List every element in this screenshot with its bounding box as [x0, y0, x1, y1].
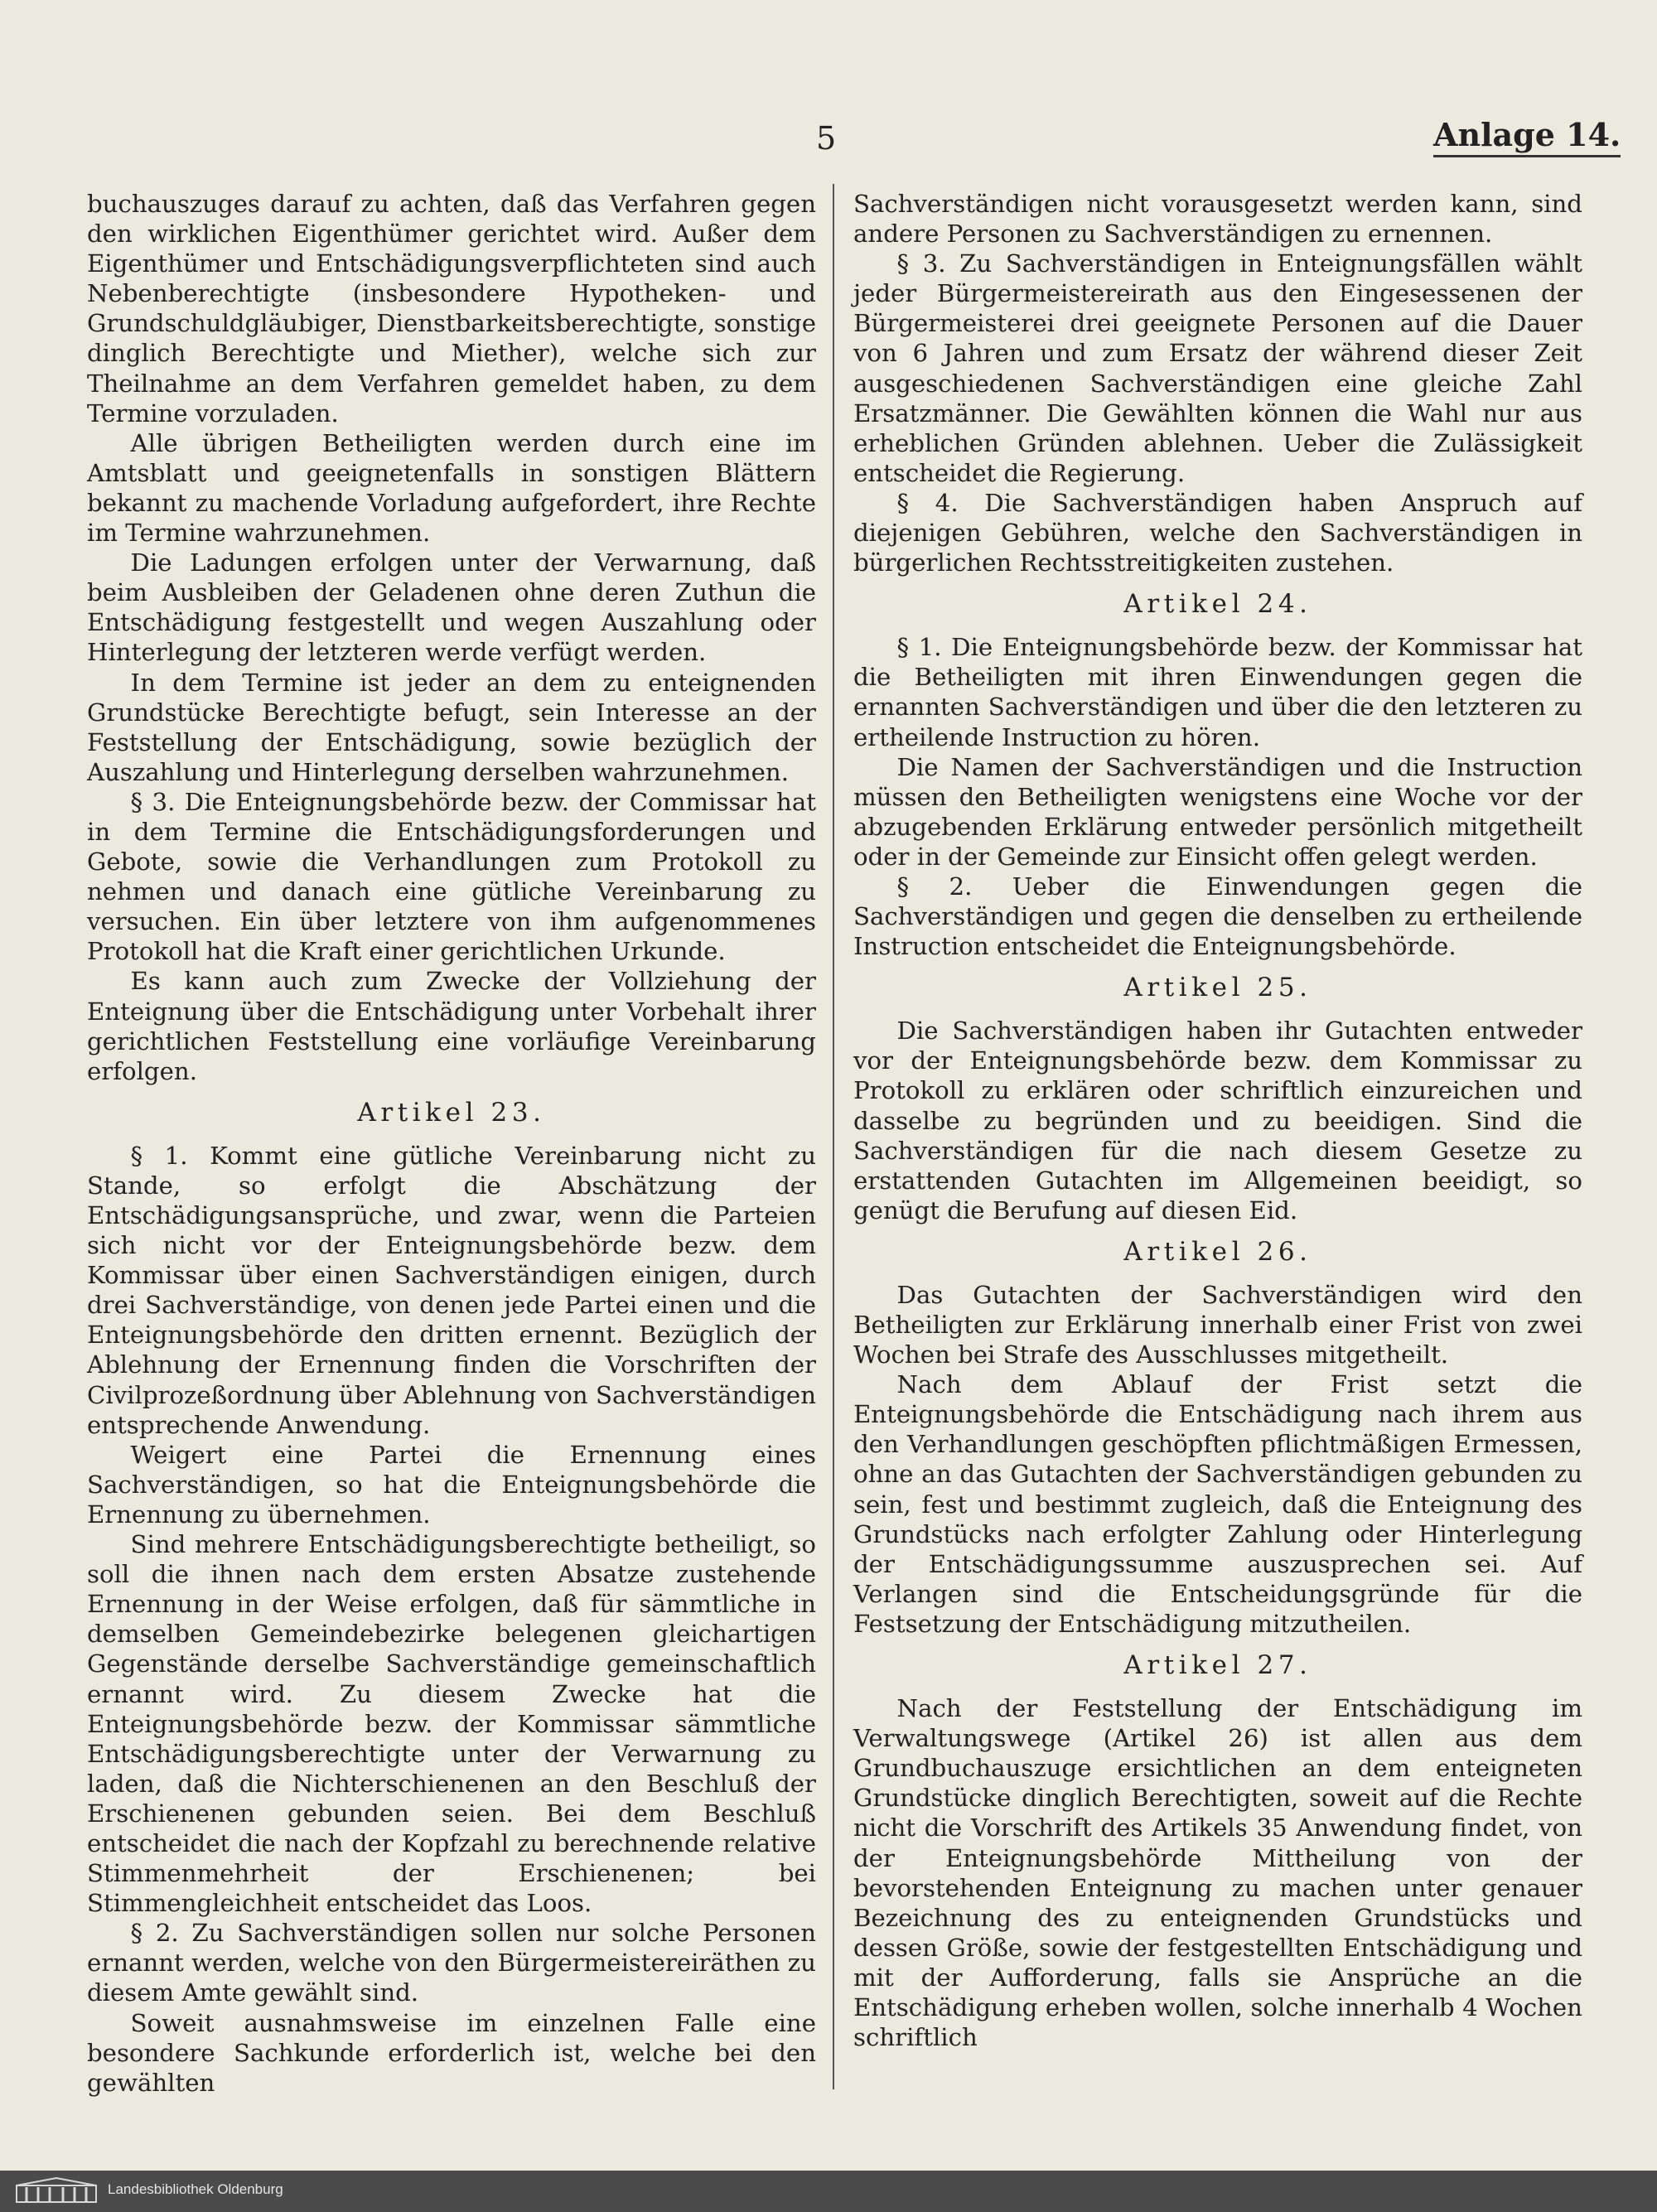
paragraph: Nach dem Ablauf der Frist setzt die Enteignungsbehörde die Entschädigung nach ihrem aus den Verhandlungen geschöpften pflichtmäßigen Ermessen, ohne an das Gutachten der Sachverständigen gebunden zu sein, fest und bestimmt zugleich, daß die Enteignung des Grundstücks nach erfolgter Zahlung oder Hinterlegung der Entschädigungssumme auszusprechen sei. Auf Verlangen sind die Entscheidungsgründe für die Festsetzung der Entschädigung mitzutheilen. [853, 1370, 1582, 1638]
article-heading: Artikel 25. [1123, 973, 1312, 1003]
right-column [853, 189, 1582, 2052]
library-building-icon [15, 2177, 98, 2204]
paragraph: Es kann auch zum Zwecke der Vollziehung der Enteignung über die Entschädigung unter Vorbehalt ihrer gerichtlichen Feststellung eine vorläufige Vereinbarung erfolgen. [87, 967, 816, 1085]
paragraph: § 2. Zu Sachverständigen sollen nur solche Personen ernannt werden, welche von den Bürgermeistereiräthen zu diesem Amte gewählt sind. [87, 1919, 816, 2007]
appendix-label: Anlage 14. [1433, 116, 1621, 157]
paragraph: buchauszuges darauf zu achten, daß das Verfahren gegen den wirklichen Eigenthümer gerichtet wird. Außer dem Eigenthümer und Entschädigungsverpflichteten sind auch Nebenberechtigte (insbesondere Hypotheken- und Grundschuldgläubiger, Dienstbarkeitsberechtigte, sonstige dinglich Berechtigte und Miether), welche sich zur Theilnahme an dem Verfahren gemeldet haben, zu dem Termine vorzuladen. [87, 190, 816, 427]
paragraph: Nach der Feststellung der Entschädigung im Verwaltungswege (Artikel 26) ist allen aus dem Grundbuchauszuge ersichtlichen an dem enteigneten Grundstücke dinglich Berechtigten, soweit auf die Rechte nicht die Vorschrift des Artikels 35 Anwendung findet, von der Enteignungsbehörde Mittheilung von der bevorstehenden Enteignung zu machen unter genauer Bezeichnung des zu enteignenden Grundstücks und dessen Größe, sowie der festgestellten Entschädigung und mit der Aufforderung, falls sie Ansprüche an die Entschädigung erheben wollen, solche innerhalb 4 Wochen schriftlich [853, 1694, 1582, 2052]
article-heading: Artikel 27. [1123, 1650, 1312, 1681]
paragraph: Das Gutachten der Sachverständigen wird den Betheiligten zur Erklärung innerhalb einer Frist von zwei Wochen bei Strafe des Ausschlusses mitgetheilt. [853, 1280, 1582, 1369]
paragraph: § 2. Ueber die Einwendungen gegen die Sachverständigen und gegen die denselben zu ertheilende Instruction entscheidet die Enteignungsbehörde. [853, 872, 1582, 961]
paragraph: § 1. Kommt eine gütliche Vereinbarung nicht zu Stande, so erfolgt die Abschätzung der Entschädigungsansprüche, und zwar, wenn die Parteien sich nicht vor der Enteignungsbehörde bezw. dem Kommissar über einen Sachverständigen einigen, durch drei Sachverständige, von denen jede Partei einen und die Enteignungsbehörde den dritten ernennt. Bezüglich der Ablehnung der Ernennung finden die Vorschriften der Civilprozeßordnung über Ablehnung von Sachverständigen entsprechende Anwendung. [87, 1141, 816, 1439]
paragraph: § 3. Zu Sachverständigen in Enteignungsfällen wählt jeder Bürgermeistereirath aus den Eingesessenen der Bürgermeisterei drei geeignete Personen auf die Dauer von 6 Jahren und zum Ersatz der während dieser Zeit ausgeschiedenen Sachverständigen eine gleiche Zahl Ersatzmänner. Die Gewählten können die Wahl nur aus erheblichen Gründen ablehnen. Ueber die Zulässigkeit entscheidet die Regierung. [853, 249, 1582, 487]
paragraph: Soweit ausnahmsweise im einzelnen Falle eine besondere Sachkunde erforderlich ist, welche bei den gewählten [87, 2008, 816, 2097]
paragraph: Sind mehrere Entschädigungsberechtigte betheiligt, so soll die ihnen nach dem ersten Absatze zustehende Ernennung in der Weise erfolgen, daß für sämmtliche in demselben Gemeindebezirke belegenen gleichartigen Gegenstände derselbe Sachverständige gemeinschaftlich ernannt wird. Zu diesem Zwecke hat die Enteignungsbehörde bezw. der Kommissar sämmtliche Entschädigungsberechtigte unter der Verwarnung zu laden, daß die Nichterschienenen an den Beschluß der Erschienenen gebunden seien. Bei dem Beschluß entscheidet die nach der Kopfzahl zu berechnende relative Stimmenmehrheit der Erschienenen; bei Stimmengleichheit entscheidet das Loos. [87, 1530, 816, 1918]
paragraph: § 4. Die Sachverständigen haben Anspruch auf diejenigen Gebühren, welche den Sachverständigen in bürgerlichen Rechtsstreitigkeiten zustehen. [853, 488, 1582, 577]
column-divider [833, 184, 834, 2089]
left-column [87, 189, 816, 2098]
article-heading: Artikel 24. [1123, 589, 1312, 620]
library-name: Landesbibliothek Oldenburg [108, 2181, 283, 2197]
article-heading: Artikel 23. [357, 1097, 546, 1128]
paragraph: Die Namen der Sachverständigen und die Instruction müssen den Betheiligten wenigstens eine Woche vor der abzugebenden Erklärung entweder persönlich mitgetheilt oder in der Gemeinde zur Einsicht offen gelegt werden. [853, 752, 1582, 871]
paragraph: Die Ladungen erfolgen unter der Verwarnung, daß beim Ausbleiben der Geladenen ohne deren Zuthun die Entschädigung festgestellt und wegen Auszahlung oder Hinterlegung der letzteren werde verfügt werden. [87, 548, 816, 667]
paragraph: Die Sachverständigen haben ihr Gutachten entweder vor der Enteignungsbehörde bezw. dem Kommissar zu Protokoll zu erklären oder schriftlich einzureichen und dasselbe zu begründen und zu beeidigen. Sind die Sachverständigen für die nach diesem Gesetze zu erstattenden Gutachten im Allgemeinen beeidigt, so genügt die Berufung auf diesen Eid. [853, 1017, 1582, 1224]
article-heading: Artikel 26. [1123, 1236, 1312, 1267]
page-number: 5 [816, 120, 837, 157]
paragraph: § 1. Die Enteignungsbehörde bezw. der Kommissar hat die Betheiligten mit ihren Einwendungen gegen die ernannten Sachverständigen und über die den letzteren zu ertheilende Instruction zu hören. [853, 633, 1582, 751]
paragraph: § 3. Die Enteignungsbehörde bezw. der Commissar hat in dem Termine die Entschädigungsforderungen und Gebote, sowie die Verhandlungen zum Protokoll zu nehmen und danach eine gütliche Vereinbarung zu versuchen. Ein über letztere von ihm aufgenommenes Protokoll hat die Kraft einer gerichtlichen Urkunde. [87, 787, 816, 966]
paragraph: Sachverständigen nicht vorausgesetzt werden kann, sind andere Personen zu Sachverständigen zu ernennen. [853, 190, 1582, 249]
paragraph: Weigert eine Partei die Ernennung eines Sachverständigen, so hat die Enteignungsbehörde die Ernennung zu übernehmen. [87, 1440, 816, 1529]
paragraph: Alle übrigen Betheiligten werden durch eine im Amtsblatt und geeignetenfalls in sonstigen Blättern bekannt zu machende Vorladung aufgefordert, ihre Rechte im Termine wahrzunehmen. [87, 428, 816, 548]
library-footer [0, 2171, 1657, 2212]
paragraph: In dem Termine ist jeder an dem zu enteignenden Grundstücke Berechtigte befugt, sein Interesse an der Feststellung der Entschädigung, sowie bezüglich der Auszahlung und Hinterlegung derselben wahrzunehmen. [87, 668, 816, 786]
